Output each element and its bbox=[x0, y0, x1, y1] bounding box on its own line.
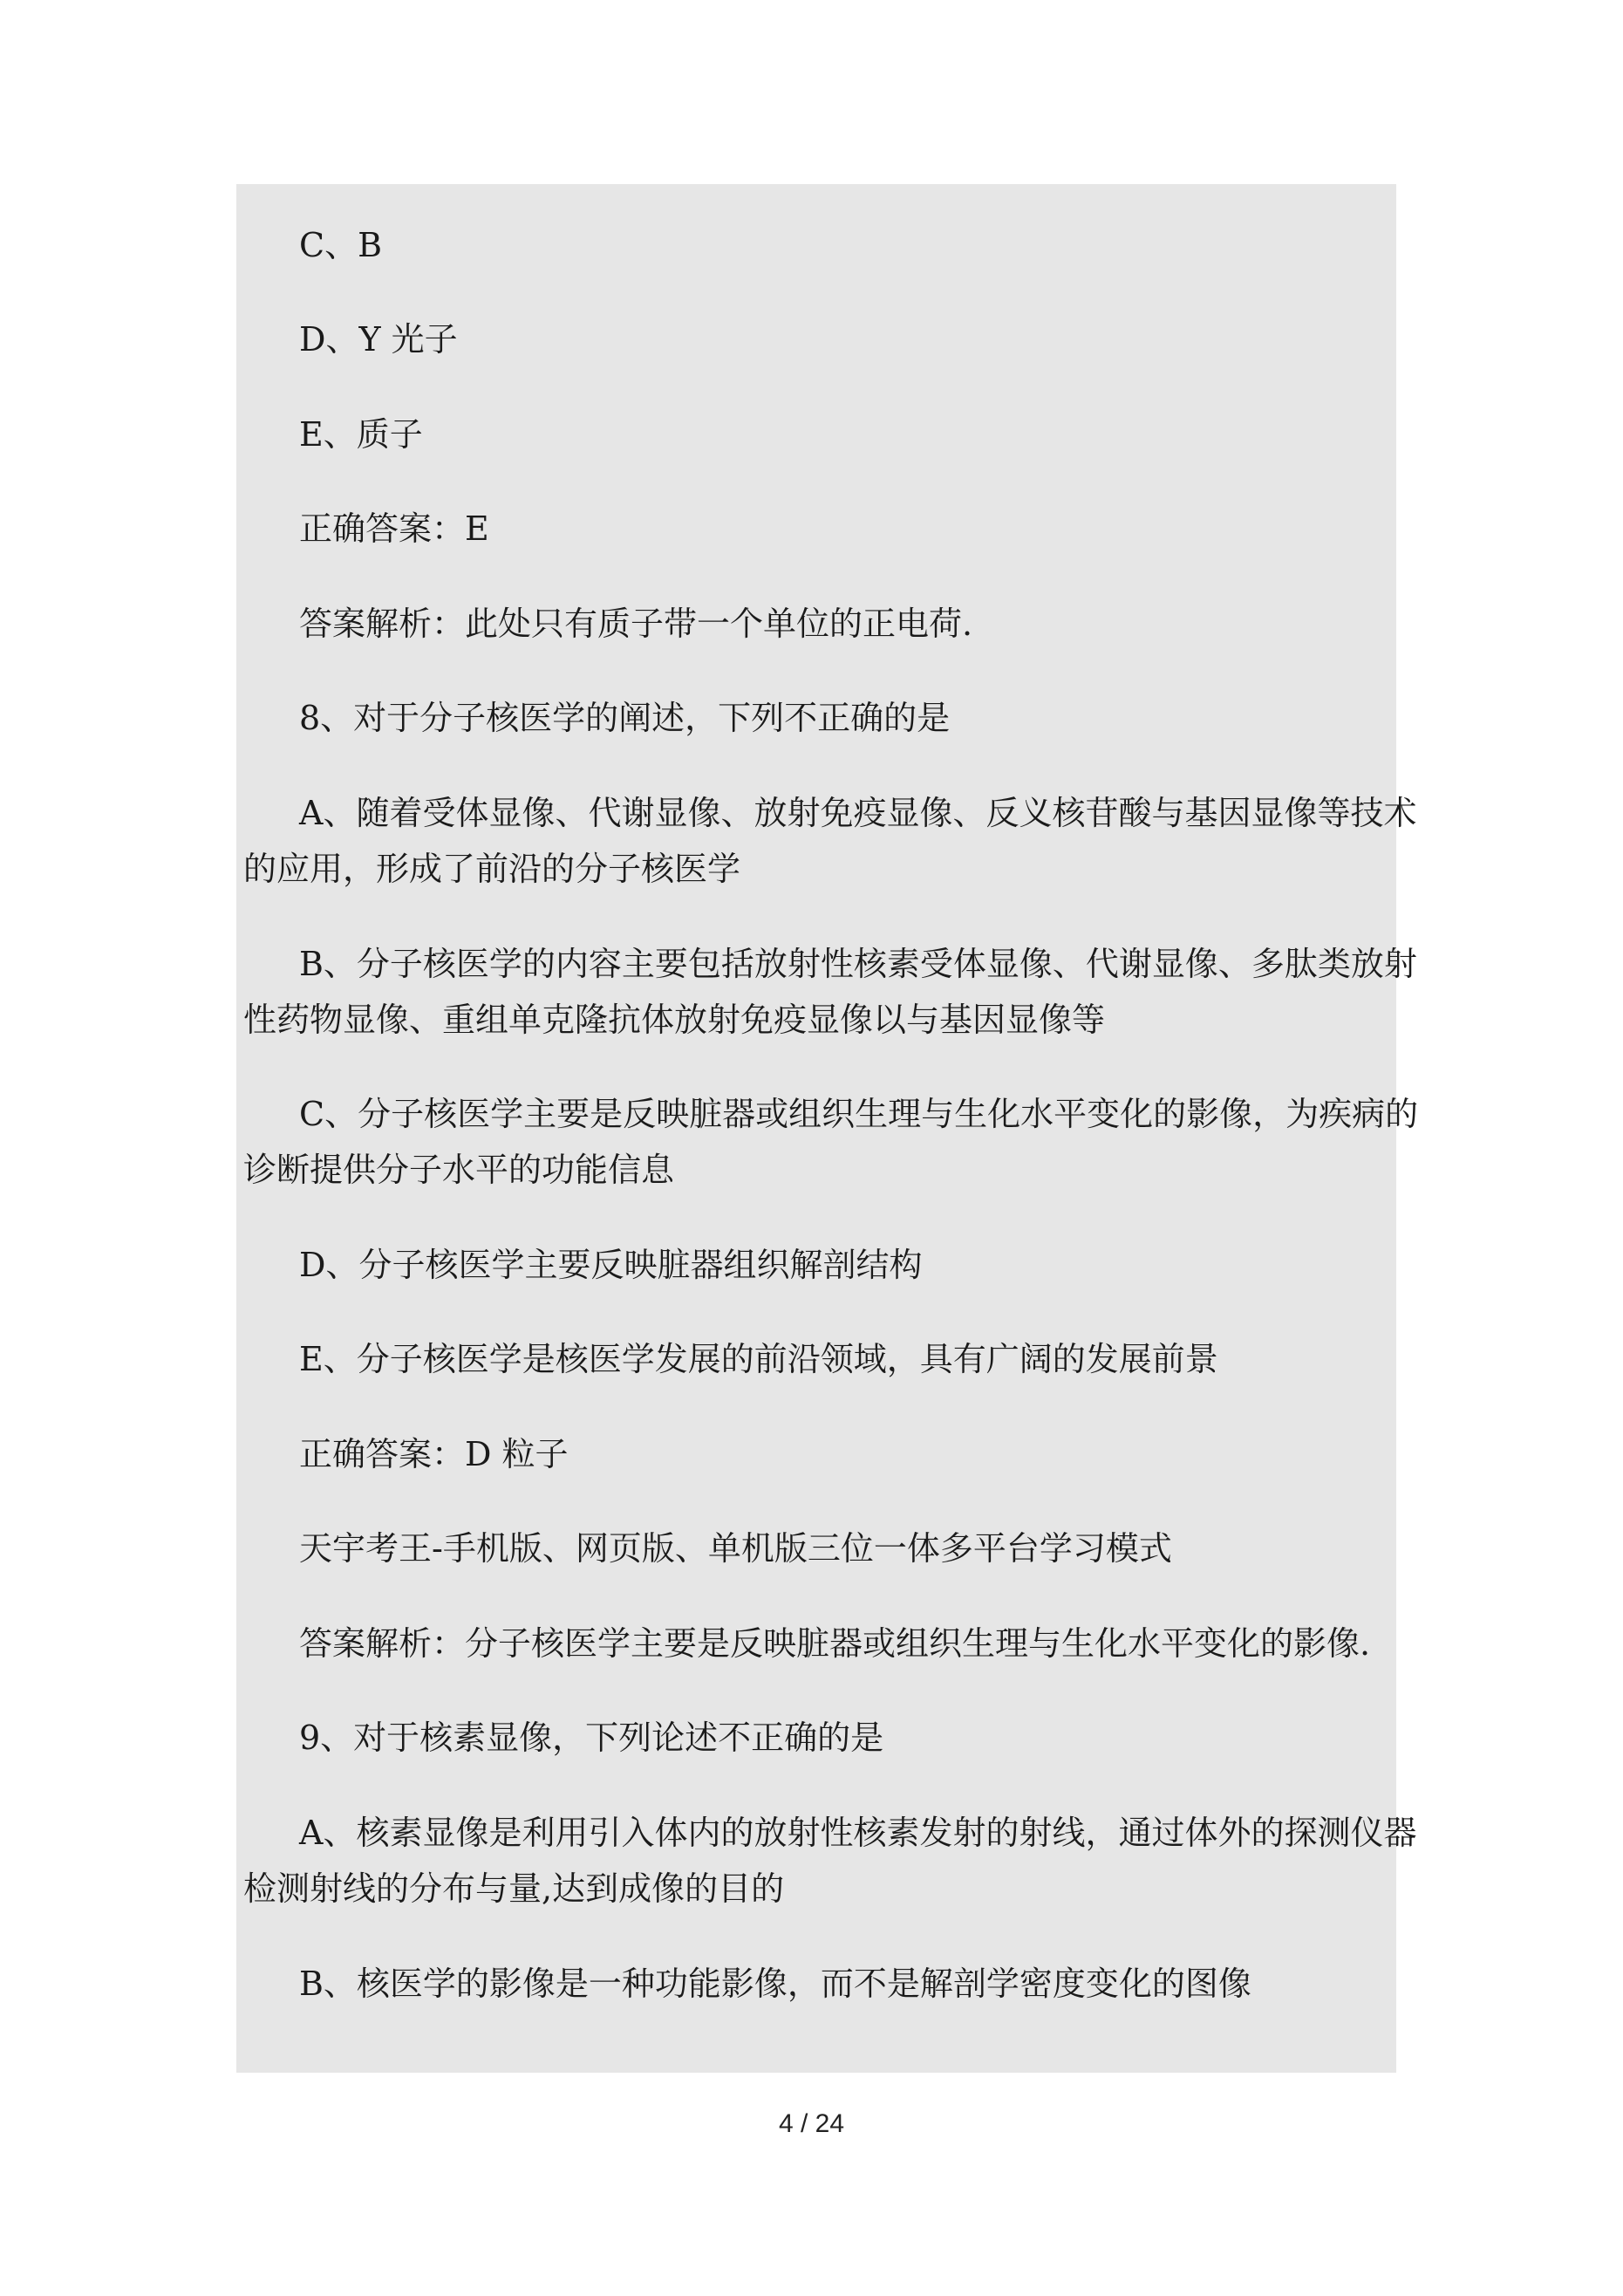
question-8: 8、对于分子核医学的阐述，下列不正确的是 bbox=[299, 699, 951, 737]
q8-option-a-line1: A、随着受体显像、代谢显像、放射免疫显像、反义核苷酸与基因显像等技术 bbox=[299, 794, 1417, 832]
q8-option-b-line2: 性药物显像、重组单克隆抗体放射免疫显像以与基因显像等 bbox=[243, 1001, 1106, 1039]
q8-option-c-line2: 诊断提供分子水平的功能信息 bbox=[243, 1151, 675, 1189]
page-number: 4 / 24 bbox=[778, 2109, 845, 2138]
answer-explanation: 答案解析：此处只有质子带一个单位的正电荷. bbox=[299, 605, 973, 643]
correct-answer: 正确答案：E bbox=[299, 509, 489, 548]
option-e: E、质子 bbox=[299, 415, 423, 454]
option-d: D、Y 光子 bbox=[299, 320, 458, 359]
q8-option-e: E、分子核医学是核医学发展的前沿领域，具有广阔的发展前景 bbox=[299, 1340, 1218, 1378]
q9-option-a-line2: 检测射线的分布与量,达到成像的目的 bbox=[243, 1869, 785, 1908]
q8-correct-answer: 正确答案：D 粒子 bbox=[299, 1435, 569, 1473]
q8-option-c-line1: C、分子核医学主要是反映脏器或组织生理与生化水平变化的影像，为疾病的 bbox=[299, 1095, 1419, 1133]
q9-option-a-line1: A、核素显像是利用引入体内的放射性核素发射的射线，通过体外的探测仪器 bbox=[299, 1814, 1417, 1852]
promo-text: 天宇考王-手机版、网页版、单机版三位一体多平台学习模式 bbox=[299, 1529, 1172, 1568]
option-c: C、B bbox=[299, 226, 383, 264]
q8-option-a-line2: 的应用，形成了前沿的分子核医学 bbox=[243, 850, 741, 888]
document-content-panel bbox=[236, 184, 1419, 2073]
q8-answer-explanation: 答案解析：分子核医学主要是反映脏器或组织生理与生化水平变化的影像. bbox=[299, 1624, 1371, 1663]
question-9: 9、对于核素显像，下列论述不正确的是 bbox=[299, 1719, 884, 1757]
q9-option-b: B、核医学的影像是一种功能影像，而不是解剖学密度变化的图像 bbox=[299, 1965, 1251, 2003]
q8-option-b-line1: B、分子核医学的内容主要包括放射性核素受体显像、代谢显像、多肽类放射 bbox=[299, 945, 1417, 983]
q8-option-d: D、分子核医学主要反映脏器组织解剖结构 bbox=[299, 1246, 923, 1284]
